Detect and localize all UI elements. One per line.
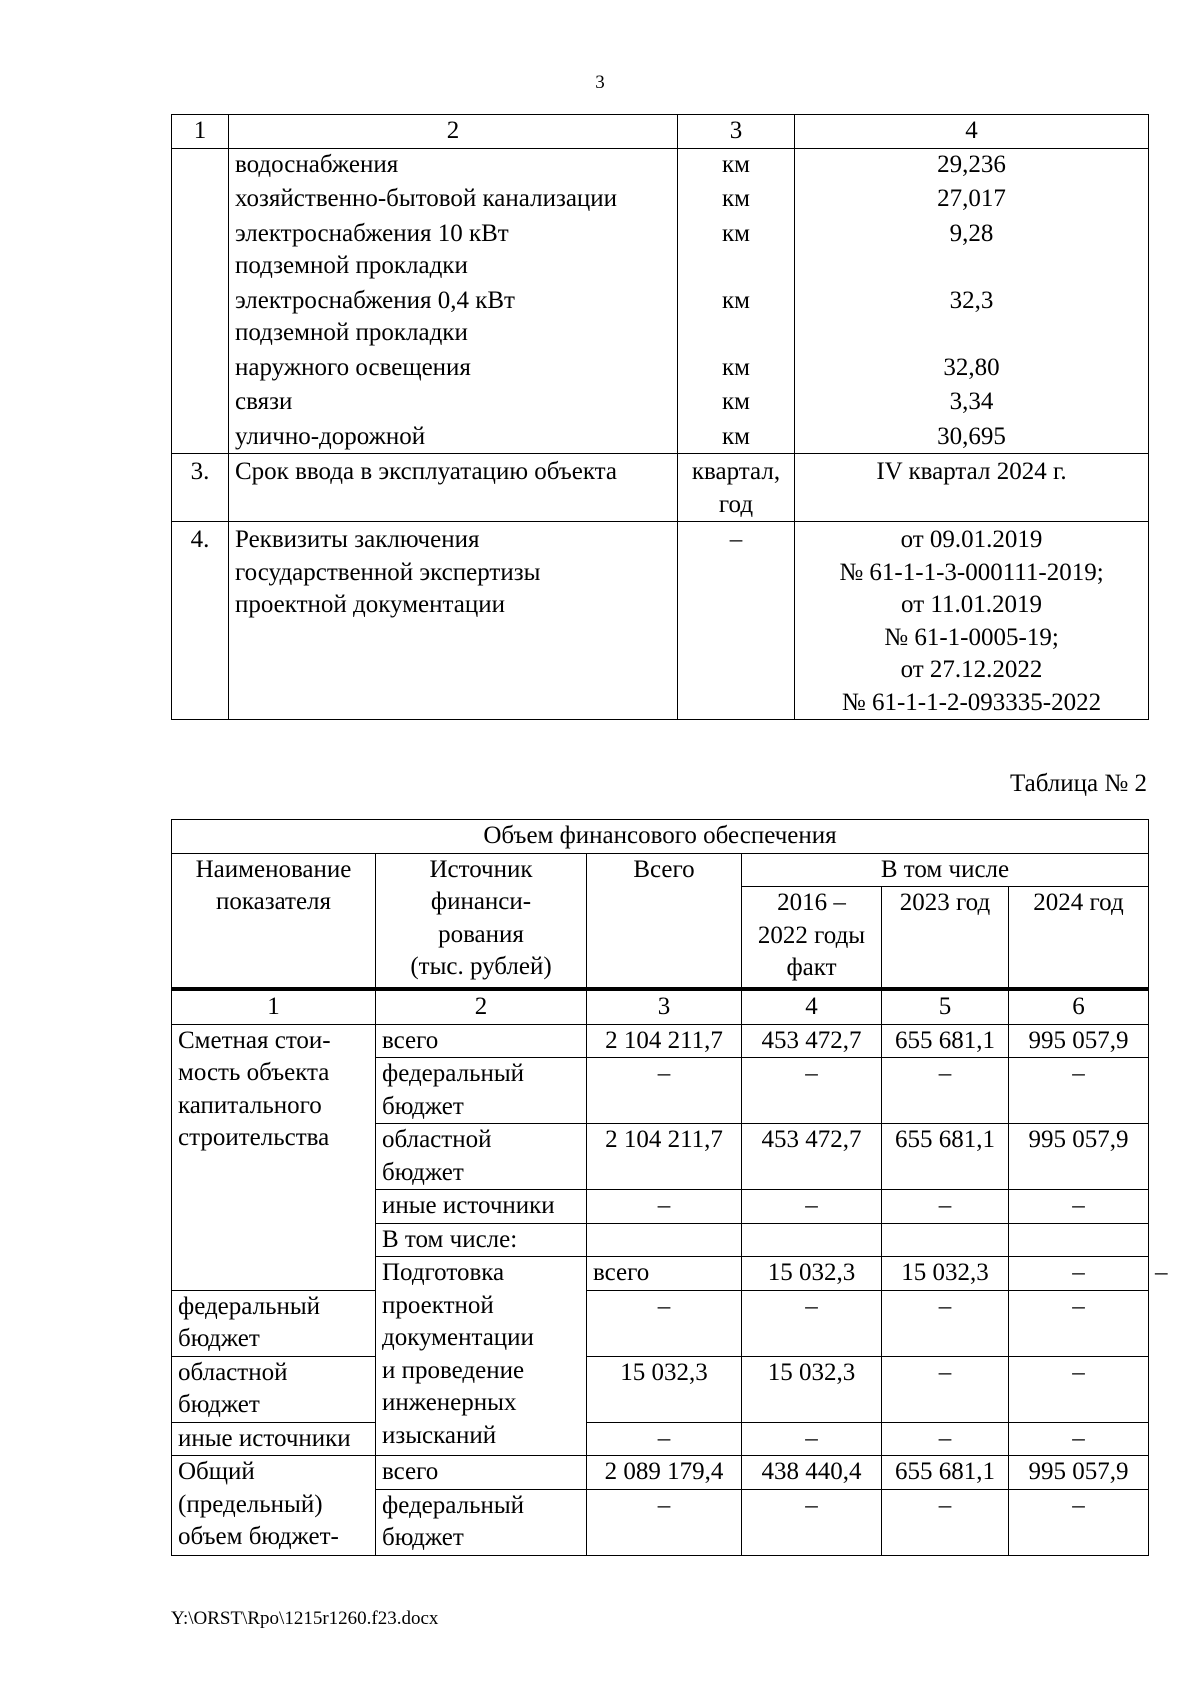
item-unit: – — [678, 522, 795, 720]
value-cell: 2 104 211,7 — [587, 1024, 742, 1058]
source-cell: иные источники — [172, 1422, 376, 1456]
source-cell: федеральный бюджет — [376, 1058, 587, 1124]
table-row — [172, 1456, 1149, 1490]
value-cell: 438 440,4 — [742, 1456, 882, 1490]
table-caption: Таблица № 2 — [1009, 770, 1147, 797]
table-title: Объем финансового обеспечения — [172, 820, 1149, 854]
item-value: 9,28 — [795, 216, 1149, 283]
column-number: 4 — [742, 989, 882, 1024]
value-cell: 655 681,1 — [882, 1456, 1009, 1490]
table-header-row — [172, 853, 1149, 887]
value-cell: – — [1009, 1422, 1149, 1456]
item-unit: км — [678, 283, 795, 350]
header-cell: 2 — [229, 115, 678, 149]
indicator-name: Подготовка проектной документации и проведение инженерных изысканий — [376, 1257, 587, 1456]
item-name: водоснабжения — [229, 148, 678, 181]
item-name: Реквизиты заключения государственной экспертизы проектной документации — [229, 522, 678, 720]
value-cell: – — [882, 1356, 1009, 1422]
indicator-name: Сметная стои- мость объекта капитального строительства — [172, 1024, 376, 1290]
table-row — [172, 454, 1149, 522]
row-number-cell: 4. — [172, 522, 229, 720]
table-row — [172, 1422, 1149, 1456]
item-name: электроснабжения 10 кВт подземной прокладки — [229, 216, 678, 283]
table-title-row — [172, 820, 1149, 854]
item-value: 32,80 — [795, 350, 1149, 385]
item-name: наружного освещения — [229, 350, 678, 385]
table-row — [172, 1024, 1149, 1058]
header-cell: Всего — [587, 853, 742, 989]
column-number: 3 — [587, 989, 742, 1024]
item-name: улично-дорожной — [229, 419, 678, 454]
header-cell: В том числе — [742, 853, 1149, 887]
source-cell: областной бюджет — [376, 1124, 587, 1190]
value-cell: – — [1009, 1489, 1149, 1555]
objects-table — [171, 114, 1149, 720]
item-value: от 09.01.2019 № 61-1-1-3-000111-2019; от 11.01.2019 № 61-1-0005-19; от 27.12.2022 № 61-1-1-2-093335-2022 — [795, 522, 1149, 720]
value-cell: 15 032,3 — [742, 1257, 882, 1291]
item-unit: км — [678, 181, 795, 216]
value-cell: – — [742, 1489, 882, 1555]
value-cell: – — [587, 1489, 742, 1555]
table-row — [172, 419, 1149, 454]
source-cell: всего — [376, 1024, 587, 1058]
item-name: Срок ввода в эксплуатацию объекта — [229, 454, 678, 522]
item-name: связи — [229, 384, 678, 419]
value-cell: – — [1009, 1356, 1149, 1422]
value-cell: – — [1009, 1290, 1149, 1356]
table-row — [172, 148, 1149, 181]
value-cell: – — [882, 1058, 1009, 1124]
table-header-row — [172, 115, 1149, 149]
value-cell: – — [742, 1058, 882, 1124]
column-number: 1 — [172, 989, 376, 1024]
value-cell: – — [742, 1190, 882, 1224]
header-cell: 4 — [795, 115, 1149, 149]
item-unit: км — [678, 350, 795, 385]
column-number: 2 — [376, 989, 587, 1024]
table-row — [172, 181, 1149, 216]
empty-cell — [587, 1223, 742, 1257]
value-cell: – — [1009, 1058, 1149, 1124]
value-cell: – — [587, 1422, 742, 1456]
header-cell: Наименование показателя — [172, 853, 376, 989]
table-row: Подготовка проектной документации и проведение инженерных изысканий всего 15 032,3 15 032,3 – – — [172, 1257, 1149, 1291]
source-cell: всего — [376, 1456, 587, 1490]
item-value: 27,017 — [795, 181, 1149, 216]
value-cell: 995 057,9 — [1009, 1024, 1149, 1058]
item-value: 30,695 — [795, 419, 1149, 454]
value-cell: 2 104 211,7 — [587, 1124, 742, 1190]
value-cell: 995 057,9 — [1009, 1456, 1149, 1490]
value-cell: – — [742, 1422, 882, 1456]
financing-table — [171, 819, 1168, 1556]
file-path-footer: Y:\ORST\Rpo\1215r1260.f23.docx — [171, 1608, 439, 1629]
source-cell: иные источники — [376, 1190, 587, 1224]
value-cell: – — [587, 1290, 742, 1356]
including-label: В том числе: — [376, 1223, 587, 1257]
item-unit: квартал, год — [678, 454, 795, 522]
table-row — [172, 522, 1149, 720]
header-cell: 2023 год — [882, 887, 1009, 990]
item-value: 32,3 — [795, 283, 1149, 350]
source-cell: всего — [587, 1257, 742, 1291]
value-cell: – — [742, 1290, 882, 1356]
item-value: IV квартал 2024 г. — [795, 454, 1149, 522]
table-row — [172, 350, 1149, 385]
header-cell: Источник финанси- рования (тыс. рублей) — [376, 853, 587, 989]
source-cell: федеральный бюджет — [172, 1290, 376, 1356]
table-row — [172, 283, 1149, 350]
row-number-cell: 3. — [172, 454, 229, 522]
value-cell: – — [882, 1422, 1009, 1456]
value-cell: 15 032,3 — [742, 1356, 882, 1422]
row-number-cell — [172, 148, 229, 454]
source-cell: областной бюджет — [172, 1356, 376, 1422]
table-row — [172, 1356, 1149, 1422]
column-number: 5 — [882, 989, 1009, 1024]
value-cell: – — [882, 1489, 1009, 1555]
item-unit: км — [678, 384, 795, 419]
empty-cell — [742, 1223, 882, 1257]
value-cell: 15 032,3 — [587, 1356, 742, 1422]
empty-cell — [882, 1223, 1009, 1257]
item-name: электроснабжения 0,4 кВт подземной прокладки — [229, 283, 678, 350]
value-cell: 655 681,1 — [882, 1124, 1009, 1190]
item-value: 3,34 — [795, 384, 1149, 419]
value-cell: 655 681,1 — [882, 1024, 1009, 1058]
value-cell: – — [587, 1058, 742, 1124]
page-number: 3 — [595, 72, 605, 93]
value-cell: – — [882, 1290, 1009, 1356]
table-row — [172, 216, 1149, 283]
column-number: 6 — [1009, 989, 1149, 1024]
item-unit: км — [678, 148, 795, 181]
table-row — [172, 384, 1149, 419]
column-number-row — [172, 989, 1149, 1024]
source-cell: федеральный бюджет — [376, 1489, 587, 1555]
header-cell: 3 — [678, 115, 795, 149]
item-name: хозяйственно-бытовой канализации — [229, 181, 678, 216]
value-cell: 995 057,9 — [1009, 1124, 1149, 1190]
header-cell: 1 — [172, 115, 229, 149]
item-unit: км — [678, 419, 795, 454]
header-cell: 2016 – 2022 годы факт — [742, 887, 882, 990]
value-cell: 15 032,3 — [882, 1257, 1009, 1291]
value-cell: – — [587, 1190, 742, 1224]
value-cell: – — [1009, 1190, 1149, 1224]
value-cell: 453 472,7 — [742, 1124, 882, 1190]
value-cell: 453 472,7 — [742, 1024, 882, 1058]
value-cell: 2 089 179,4 — [587, 1456, 742, 1490]
indicator-name: Общий (предельный) объем бюджет- — [172, 1456, 376, 1556]
value-cell: – — [882, 1190, 1009, 1224]
empty-cell — [1009, 1223, 1149, 1257]
header-cell: 2024 год — [1009, 887, 1149, 990]
item-unit: км — [678, 216, 795, 283]
item-value: 29,236 — [795, 148, 1149, 181]
table-row — [172, 1290, 1149, 1356]
value-cell: – — [1009, 1257, 1149, 1291]
